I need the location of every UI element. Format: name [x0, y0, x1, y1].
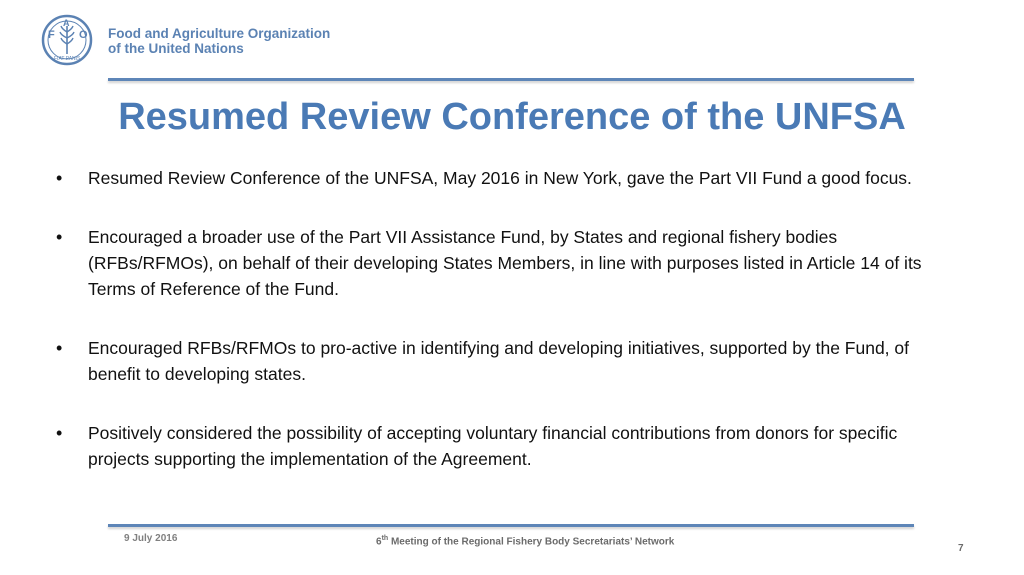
bullet-list [56, 165, 956, 472]
bullet-marker: • [56, 338, 63, 358]
slide-title: Resumed Review Conference of the UNFSA [118, 96, 906, 138]
bullet-item [56, 335, 956, 387]
bullet-item [56, 420, 956, 472]
fao-logo [35, 14, 365, 66]
logo-letter-f: F [48, 29, 55, 41]
header-divider [108, 78, 914, 81]
logo-motto: FIAT PANIS [54, 56, 81, 62]
bullet-text: Resumed Review Conference of the UNFSA, May 2016 in New York, gave the Part VII Fund a good focus. [88, 168, 912, 188]
fao-emblem-icon [35, 14, 99, 66]
bullet-text: Encouraged a broader use of the Part VII Assistance Fund, by States and regional fishery bodies (RFBs/RFMOs), on behalf of their developing States Members, in line with purposes listed in Article 14 of its Terms of Reference of the Fund. [88, 227, 922, 299]
bullet-item [56, 165, 956, 191]
bullet-item [56, 224, 956, 302]
page-number: 7 [958, 543, 964, 554]
footer-date: 9 July 2016 [124, 533, 178, 544]
org-name-line1: Food and Agriculture Organization [108, 26, 331, 41]
bullet-text: Positively considered the possibility of accepting voluntary financial contributions from donors for specific projects supporting the implementation of the Agreement. [88, 423, 898, 469]
org-name-line2: of the United Nations [108, 41, 244, 56]
footer-meeting-title [376, 535, 674, 547]
bullet-marker: • [56, 423, 63, 443]
footer-divider [108, 524, 914, 527]
meeting-text: Meeting of the Regional Fishery Body Secretariats’ Network [388, 536, 675, 548]
bullet-marker: • [56, 227, 63, 247]
meeting-ordinal: 6 [376, 536, 382, 548]
org-name [108, 26, 330, 56]
meeting-ordinal-suffix: th [381, 535, 389, 542]
bullet-marker: • [56, 168, 63, 188]
bullet-text: Encouraged RFBs/RFMOs to pro-active in identifying and developing initiatives, supported by the Fund, of benefit to developing states. [88, 338, 909, 384]
logo-letter-a: A [63, 18, 70, 28]
logo-letter-o: O [79, 29, 88, 41]
